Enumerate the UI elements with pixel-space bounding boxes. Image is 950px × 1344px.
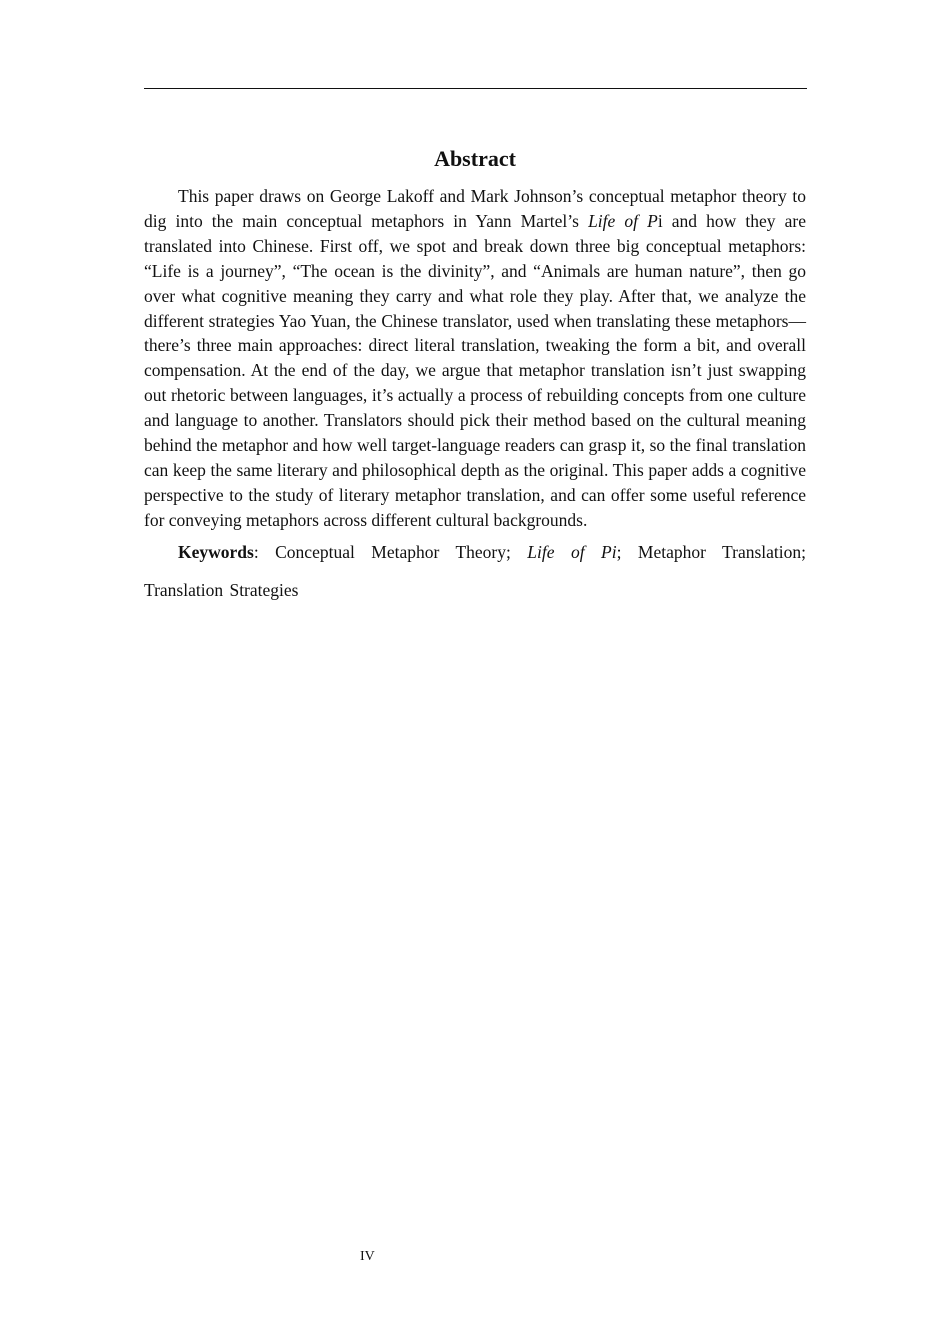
abstract-text-part2: i and how they are translated into Chinese. First off, we spot and break down three big conceptual metaphors: “Life is a journey”, “The ocean is the divinity”, and “Animals are human nature”, then go over what cognitive meaning they carry and what role they play. After that, we analyze the different strategies Yao Yuan, the Chinese translator, used when translating these metaphors—there’s three main approaches: direct literal translation, tweaking the form a bit, and overall compensation. At the end of the day, we argue that metaphor translation isn’t just swapping out rhetoric between languages, it’s actually a process of rebuilding concepts from one culture and language to another. Translators should pick their method based on the cultural meaning behind the metaphor and how well target-language readers can grasp it, so the final translation can keep the same literary and philosophical depth as the original. This paper adds a cognitive perspective to the study of literary metaphor translation, and can offer some useful reference for conveying metaphors across different cultural backgrounds. xyxy=(144,210,807,530)
abstract-body xyxy=(144,184,806,533)
keyword-book-title: Life of Pi xyxy=(527,541,617,562)
keywords-sep: : Conceptual Metaphor Theory; xyxy=(253,541,528,562)
header-rule xyxy=(144,88,807,89)
keywords-label: Keywords xyxy=(178,541,254,562)
keywords-rest: ; Metaphor Translation; Translation Strategies xyxy=(144,541,806,600)
book-title-italic: Life of P xyxy=(588,210,658,231)
page-number: IV xyxy=(360,1249,375,1264)
abstract-section xyxy=(144,144,806,609)
keywords-line xyxy=(144,533,806,609)
abstract-text-part1: This paper draws on George Lakoff and Mark Johnson’s conceptual metaphor theory to dig into the main conceptual metaphors in Yann Martel’s xyxy=(144,186,806,231)
abstract-title: Abstract xyxy=(434,146,516,171)
